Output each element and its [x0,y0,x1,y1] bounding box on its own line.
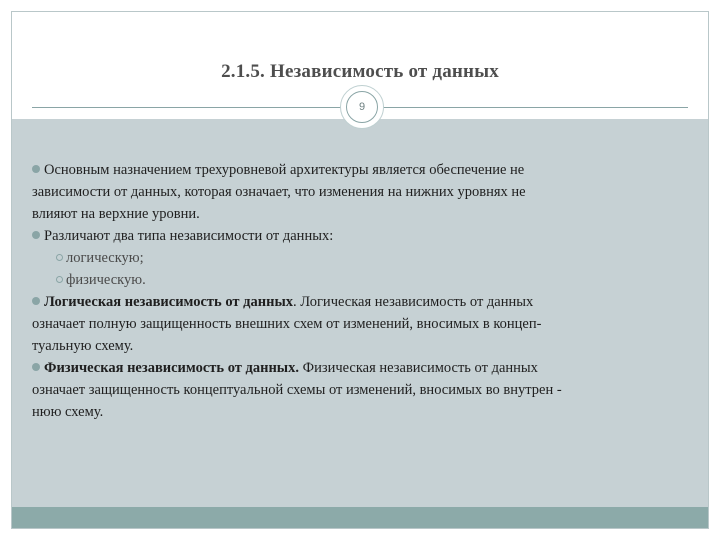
paragraph-physical [32,357,687,423]
page-number: 9 [346,91,378,123]
sub-bullet-icon [56,254,63,261]
slide [11,11,709,529]
p4-bold: Физическая независимость от данных. [44,360,299,376]
p1-line3: влияют на верхние уровни. [32,206,200,222]
p3-bold: Логическая независимость от данных [44,294,294,310]
list-item [56,247,687,269]
body-text [32,159,687,423]
footer-bar [12,507,708,528]
type-physical: физическую. [66,272,146,288]
p3-rest1: . Логическая независимость от данных [293,294,534,310]
p4-line2: означает защищенность концептуальной схемы от изменений, вносимых во внутрен - [32,382,562,398]
page-number-badge [340,85,384,129]
list-item [56,269,687,291]
p1-line1: Основным назначением трехуровневой архитектуры является обеспечение не [44,162,525,178]
type-logical: логическую; [66,250,144,266]
slide-title: 2.1.5. Независимость от данных [221,61,499,82]
p2-text: Различают два типа независимости от данных: [44,228,334,244]
bullet-icon [32,297,40,305]
content-area [12,119,708,509]
p4-rest1: Физическая независимость от данных [299,360,538,376]
sub-bullet-icon [56,276,63,283]
paragraph-logical [32,291,687,357]
p3-line3: туальную схему. [32,338,134,354]
p1-line2: зависимости от данных, которая означает, что изменения на нижних уровнях не [32,184,526,200]
bullet-icon [32,165,40,173]
paragraph-types [32,225,687,247]
bullet-icon [32,363,40,371]
p3-line2: означает полную защищенность внешних схем от изменений, вносимых в концеп- [32,316,542,332]
paragraph-architecture [32,159,687,225]
p4-line3: нюю схему. [32,404,104,420]
bullet-icon [32,231,40,239]
